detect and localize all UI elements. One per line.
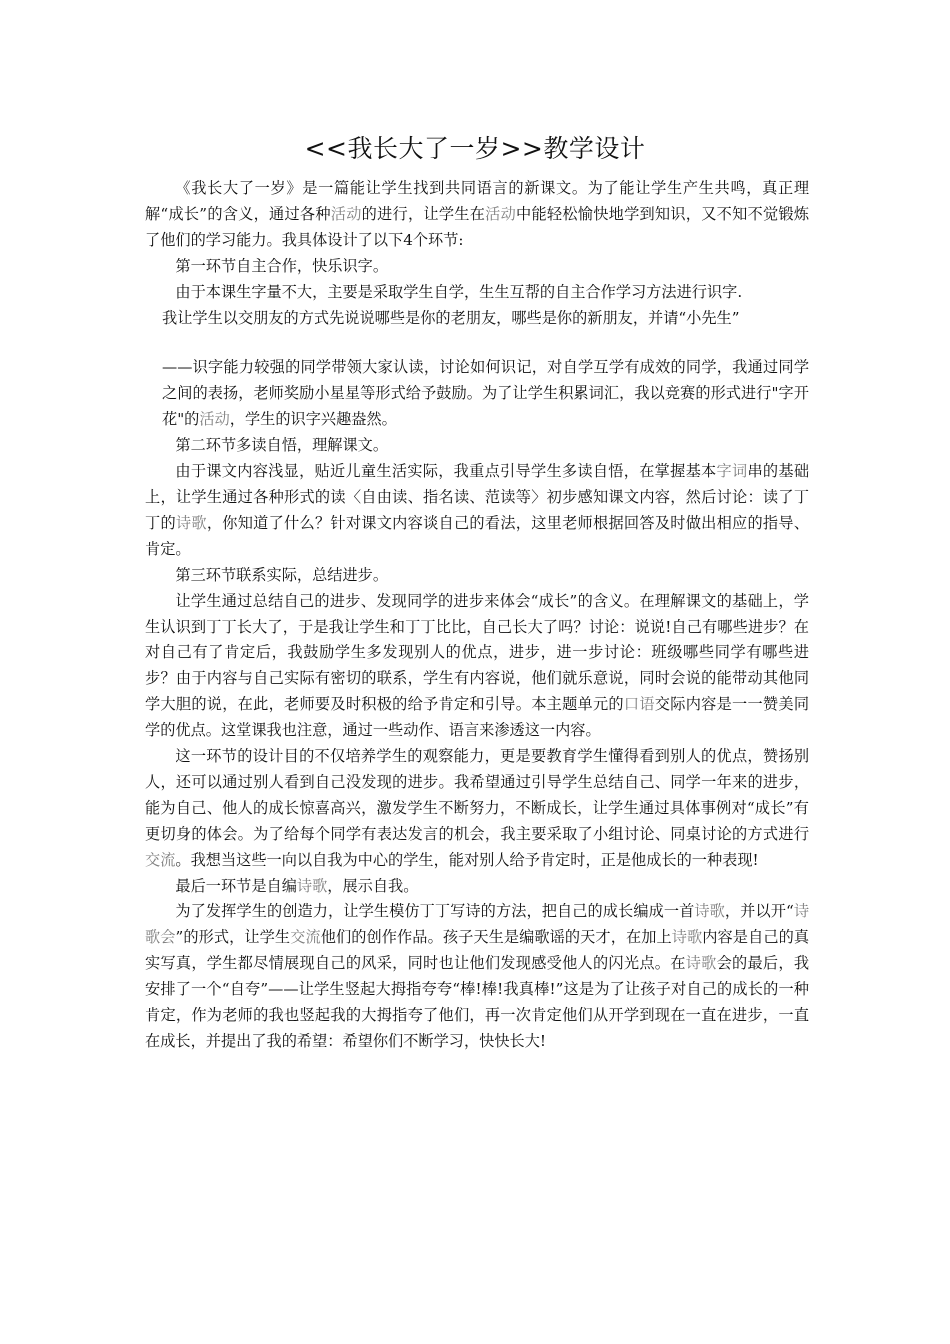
paragraph-section-3-a	[145, 589, 809, 744]
text-run: 由于本课生字量不大，主要是采取学生自学，生生互帮的自主合作学习方法进行识字.	[175, 282, 743, 301]
paragraph-section-4	[145, 899, 809, 1054]
text-run: 这一环节的设计目的不仅培养学生的观察能力，更是要教育学生懂得看到别人的优点，赞扬别人，还可以通过别人看到自己没发现的进步。我希望通过引导学生总结自己、同学一年来的进步，能为自己、他人的成长惊喜高兴，激发学生不断努力，不断成长，让学生通过具体事例对“成长”有更切身的体会。为了给每个同学有表达发言的机会，我主要采取了小组讨论、同桌讨论的方式进行	[145, 747, 809, 843]
text-run: 串的基础上，让学生通过各种形式的读〈自由读、指名读、范读等〉初步感知课文内容，然后讨论：读了丁丁的	[145, 462, 810, 532]
text-run: ”的形式，让学生	[175, 928, 291, 947]
text-run: 让学生通过总结自己的进步、发现同学的进步来体会“成长”的含义。在理解课文的基础上，学生认识到丁丁长大了，于是我让学生和丁丁比比，自己长大了吗？讨论：说说!自己有哪些进步？在对自己有了肯定后，我鼓励学生多发现别人的优点，进步，进一步讨论：班级哪些同学有哪些进步？由于内容与自己实际有密切的联系，学生有内容说，他们就乐意说，同时会说的能带动其他同学大胆的说，在此，老师要及时积极的给予肯定和引导。本主题单元的	[145, 591, 809, 714]
keyword-link: 口语	[623, 695, 655, 714]
document-body	[145, 176, 809, 1055]
text-run: 第一环节自主合作，快乐识字。	[175, 256, 389, 275]
keyword-link: 诗歌	[671, 928, 703, 947]
blank-line	[145, 331, 809, 355]
keyword-link: 诗歌	[175, 513, 207, 532]
text-run: 的进行，让学生在	[361, 204, 486, 223]
text-run: 由于课文内容浅显，贴近儿童生活实际，我重点引导学生多读自悟，在掌握基本	[175, 462, 717, 481]
keyword-link: 活动	[199, 410, 230, 429]
section-heading-1	[145, 254, 809, 280]
keyword-link: 交流	[145, 850, 176, 869]
text-run: ，学生的识字兴趣盎然。	[229, 410, 397, 429]
paragraph-section-1-b	[162, 306, 809, 332]
document-title: <<我长大了一岁>>教学设计	[304, 134, 646, 163]
text-run: 《我长大了一岁》是一篇能让学生找到共同语言的新课文。为了能让学生产生共鸣，真正理解“成长”的含义，通过各种	[145, 179, 809, 223]
text-run: 最后一环节是自编	[175, 876, 297, 895]
text-run: 为了发挥学生的创造力，让学生模仿丁丁写诗的方法，把自己的成长编成一首	[175, 902, 695, 921]
text-run: 中能轻松愉快地学到知识，又不知不觉锻炼了他们的学习能力。我具体设计了以下4个环节:	[145, 204, 810, 249]
text-run: 第三环节联系实际，总结进步。	[175, 565, 389, 584]
keyword-link: 诗歌	[685, 954, 717, 973]
text-run: 他们的创作作品。孩子天生是编歌谣的天才，在加上	[320, 928, 672, 947]
paragraph-intro	[145, 176, 809, 254]
text-run: 会的最后，我安排了一个“自夸”——让学生竖起大拇指夸夸“棒!棒!我真棒!”这是为了让孩子对自己的成长的一种肯定，作为老师的我也竖起我的大拇指夸了他们，再一次肯定他们从开学到现在一直在进步，一直在成长，并提出了我的希望：希望你们不断学习，快快长大!	[145, 954, 810, 1050]
keyword-link: 诗歌	[694, 902, 725, 921]
keyword-link: 交流	[290, 928, 321, 947]
keyword-link: 字词	[716, 462, 748, 481]
text-run: ——识字能力较强的同学带领大家认读，讨论如何识记，对自学互学有成效的同学，我通过同学之间的表扬，老师奖励小星星等形式给予鼓励。为了让学生积累词汇，我以竞赛的形式进行"字开花"的	[162, 358, 809, 429]
paragraph-section-1-c	[162, 355, 809, 433]
paragraph-section-3-b	[145, 744, 809, 874]
paragraph-section-1-a	[145, 280, 809, 306]
keyword-link: 诗歌会	[145, 902, 810, 947]
keyword-link: 活动	[485, 204, 517, 223]
keyword-link: 诗歌	[296, 876, 328, 895]
keyword-link: 活动	[330, 204, 362, 223]
text-run: ，并以开“	[724, 902, 794, 921]
text-run: 内容是自己的真实写真，学生都尽情展现自己的风采，同时也让他们发现感受他人的闪光点。在	[145, 928, 810, 973]
paragraph-section-2	[145, 459, 809, 563]
section-heading-4	[145, 874, 809, 900]
text-run: ，展示自我。	[327, 876, 419, 895]
text-run: 我让学生以交朋友的方式先说说哪些是你的老朋友，哪些是你的新朋友，并请“小先生”	[162, 308, 740, 327]
text-run: 交际内容是一一赞美同学的优点。这堂课我也注意，通过一些动作、语言来渗透这一内容。	[145, 695, 810, 740]
text-run: 。我想当这些一向以自我为中心的学生，能对别人给予肯定时，正是他成长的一种表现!	[175, 850, 759, 869]
section-heading-3	[145, 563, 809, 589]
text-run: 第二环节多读自悟，理解课文。	[175, 436, 389, 455]
text-run: ，你知道了什么？针对课文内容谈自己的看法，这里老师根据回答及时做出相应的指导、肯定。	[145, 513, 810, 558]
section-heading-2	[145, 433, 809, 459]
